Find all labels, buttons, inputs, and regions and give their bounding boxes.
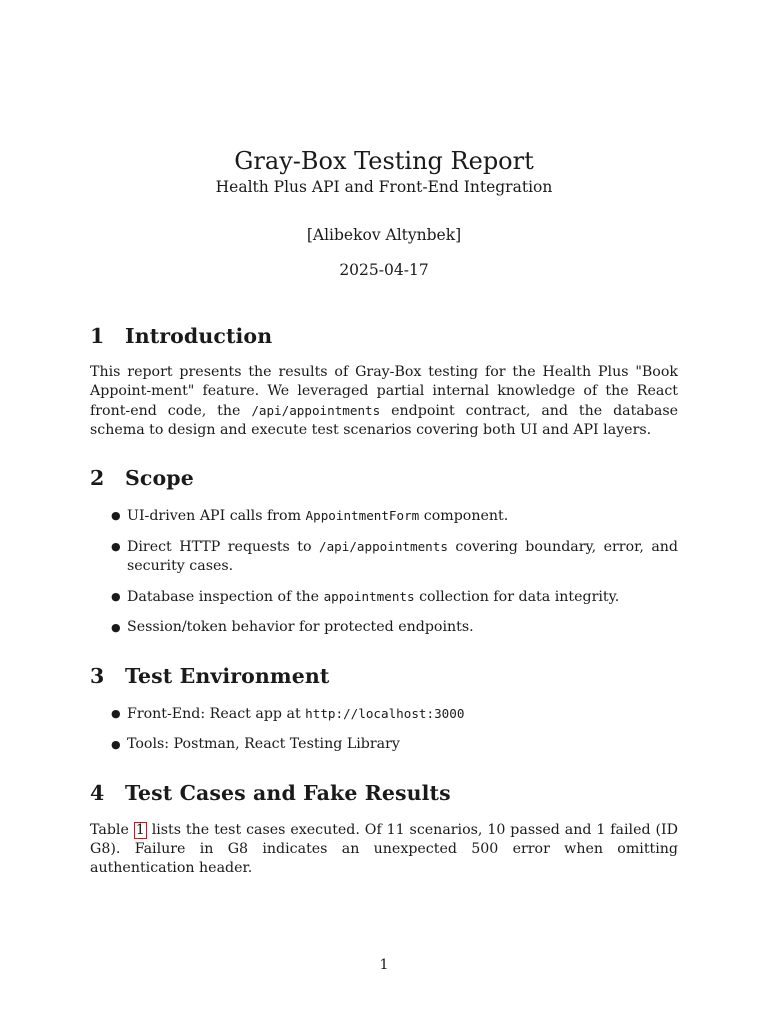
document-author: [Alibekov Altynbek] <box>306 226 462 244</box>
bullet-icon: ● <box>111 540 121 553</box>
section-heading-test-environment <box>90 663 329 689</box>
table-reference-link[interactable]: 1 <box>135 822 145 838</box>
section-title: Test Cases and Fake Results <box>125 781 451 805</box>
section-number: 4 <box>90 781 105 805</box>
list-item: ● Database inspection of the appointments collection for data integrity. <box>111 589 620 605</box>
code-url: http://localhost:3000 <box>305 706 465 721</box>
code-collection: appointments <box>323 589 415 604</box>
document-subtitle: Health Plus API and Front-End Integration <box>215 178 553 196</box>
section-title: Scope <box>125 466 194 490</box>
section-heading-test-cases <box>90 780 451 806</box>
list-item: ● Front-End: React app at http://localhost:3000 <box>111 706 465 722</box>
code-component: AppointmentForm <box>305 508 420 523</box>
bullet-icon: ● <box>111 621 121 634</box>
paragraph-text: This report presents the results of Gray-Box testing for the Health Plus "Book Appoint-ment" feature. We leveraged partial internal knowledge of the React front-end code, the <box>90 364 678 419</box>
bullet-icon: ● <box>111 738 121 751</box>
section-title: Test Environment <box>125 664 330 688</box>
list-item: ● Direct HTTP requests to /api/appointments covering boundary, error, and security cases. <box>111 539 678 574</box>
document-title: Gray-Box Testing Report <box>234 147 534 175</box>
section-number: 1 <box>90 324 105 348</box>
document-date: 2025-04-17 <box>339 261 429 279</box>
list-item: ● UI-driven API calls from AppointmentForm component. <box>111 508 509 524</box>
paragraph-text: endpoint contract, and the database schema to design and execute test scenarios covering both UI and API layers. <box>90 403 679 438</box>
bullet-icon: ● <box>111 509 121 522</box>
code-endpoint: /api/appointments <box>319 539 448 554</box>
code-endpoint: /api/appointments <box>251 403 381 418</box>
section-number: 3 <box>90 664 105 688</box>
section-heading-scope <box>90 465 194 491</box>
section-number: 2 <box>90 466 105 490</box>
bullet-icon: ● <box>111 590 121 603</box>
section-heading-introduction <box>90 323 272 349</box>
introduction-paragraph <box>90 363 678 440</box>
list-item: ● Session/token behavior for protected endpoints. <box>111 619 474 635</box>
page-number: 1 <box>379 957 389 973</box>
list-item: ● Tools: Postman, React Testing Library <box>111 736 400 752</box>
test-cases-paragraph: Table 1 lists the test cases executed. Of 11 scenarios, 10 passed and 1 failed (ID G8). Failure in G8 indicates an unexpected 500 error when omitting authentication header. <box>90 822 678 876</box>
section-title: Introduction <box>125 324 273 348</box>
bullet-icon: ● <box>111 707 121 720</box>
